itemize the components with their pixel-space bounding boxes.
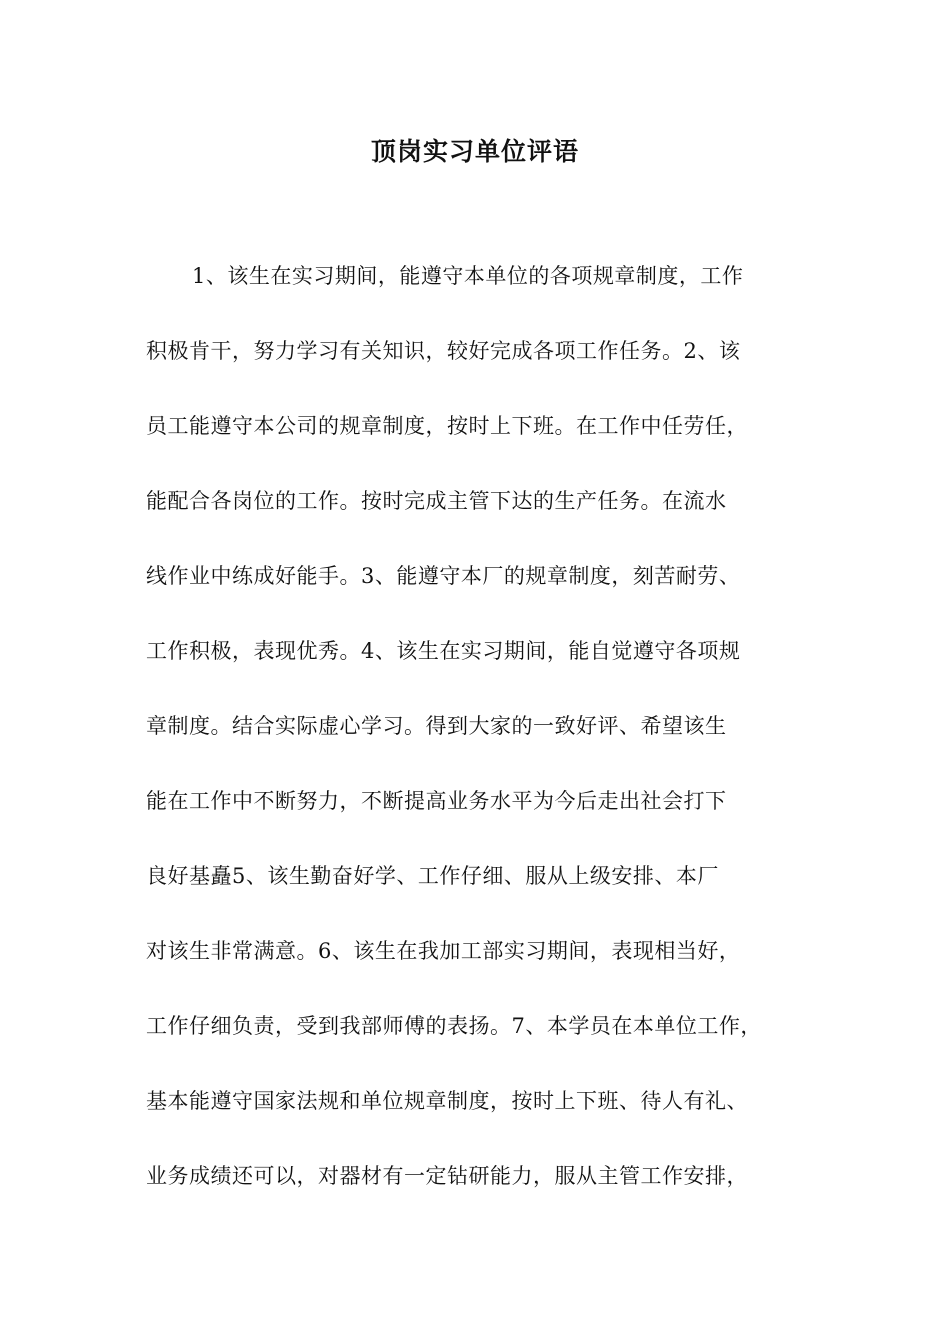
text-line: 线作业中练成好能手。3、能遵守本厂的规章制度，刻苦耐劳、: [146, 564, 741, 588]
text-line: 良好基矗5、该生勤奋好学、工作仔细、服从上级安排、本厂: [146, 864, 719, 888]
text-line: 1、该生在实习期间，能遵守本单位的各项规章制度，工作: [192, 264, 744, 288]
text-line: 员工能遵守本公司的规章制度，按时上下班。在工作中任劳任，: [146, 414, 748, 438]
document-title: 顶岗实习单位评语: [370, 137, 579, 166]
text-line: 基本能遵守国家法规和单位规章制度，按时上下班、待人有礼、: [146, 1089, 748, 1113]
text-line: 业务成绩还可以，对器材有一定钻研能力，服从主管工作安排，: [146, 1164, 748, 1188]
text-line: 对该生非常满意。6、该生在我加工部实习期间，表现相当好，: [146, 939, 741, 963]
text-line: 工作积极，表现优秀。4、该生在实习期间，能自觉遵守各项规: [146, 639, 741, 663]
text-line: 能配合各岗位的工作。按时完成主管下达的生产任务。在流水: [146, 489, 727, 513]
document-body: [146, 258, 826, 1233]
text-line: 能在工作中不断努力，不断提高业务水平为今后走出社会打下: [146, 789, 727, 813]
text-line: 积极肯干，努力学习有关知识，较好完成各项工作任务。2、该: [146, 339, 741, 363]
text-line: 工作仔细负责，受到我部师傅的表扬。7、本学员在本单位工作，: [146, 1014, 762, 1038]
text-line: 章制度。结合实际虚心学习。得到大家的一致好评、希望该生: [146, 714, 727, 738]
